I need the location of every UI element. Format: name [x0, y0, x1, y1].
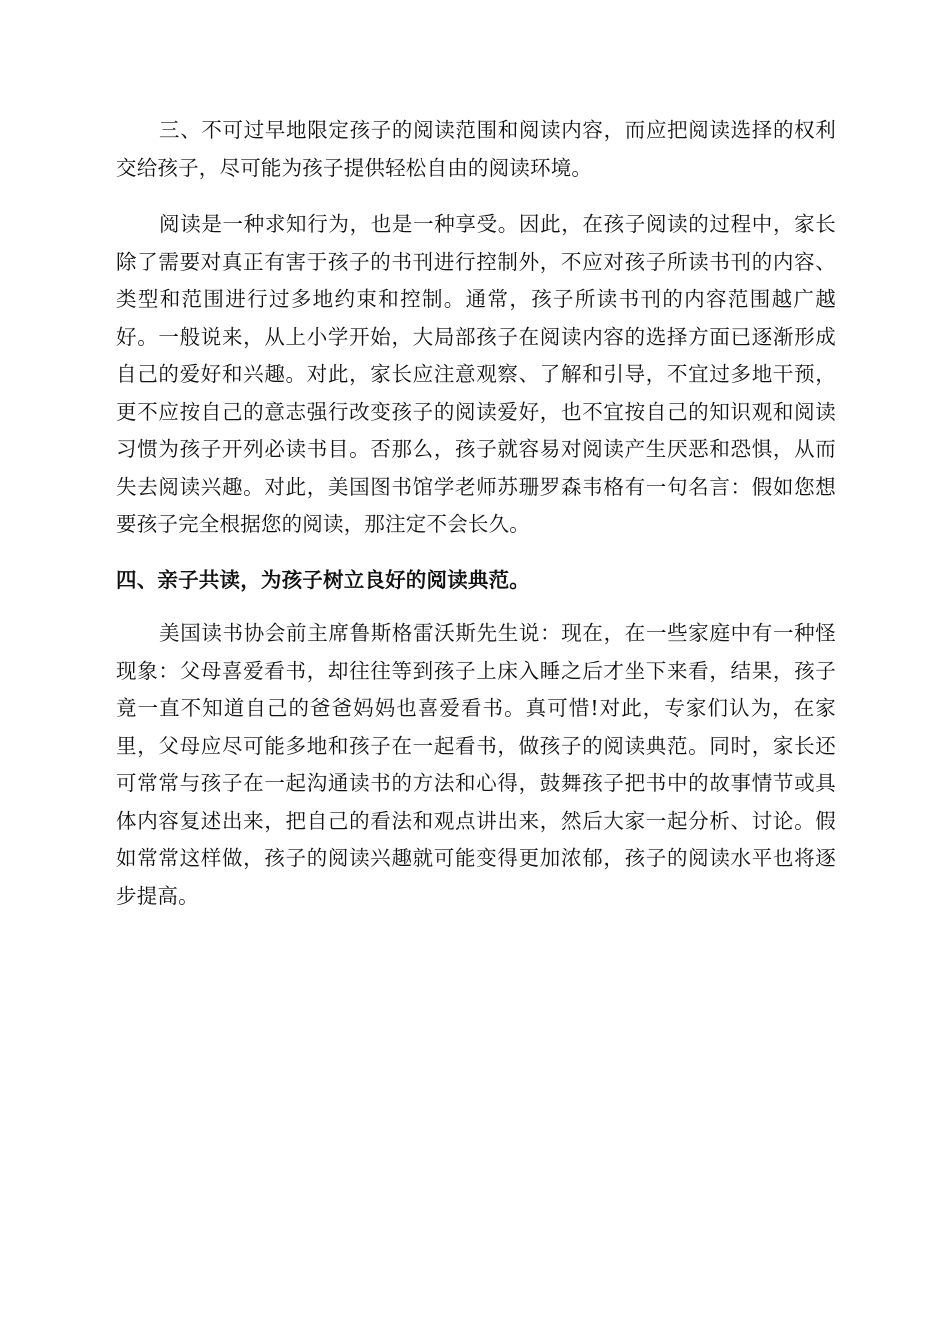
document-body: [116, 112, 836, 915]
section4-heading: 四、亲子共读，为孩子树立良好的阅读典范。: [116, 567, 530, 592]
section4-body-paragraph: 美国读书协会前主席鲁斯格雷沃斯先生说：现在，在一些家庭中有一种怪现象：父母喜爱看书，却往往等到孩子上床入睡之后才坐下来看，结果，孩子竟一直不知道自己的爸爸妈妈也喜爱看书。真可惜!对此，专家们认为，在家里，父母应尽可能多地和孩子在一起看书，做孩子的阅读典范。同时，家长还可常常与孩子在一起沟通读书的方法和心得，鼓舞孩子把书中的故事情节或具体内容复述出来，把自己的看法和观点讲出来，然后大家一起分析、讨论。假如常常这样做，孩子的阅读兴趣就可能变得更加浓郁，孩子的阅读水平也将逐步提高。: [116, 621, 836, 908]
section3-body-paragraph: 阅读是一种求知行为，也是一种享受。因此，在孩子阅读的过程中，家长除了需要对真正有害于孩子的书刊进行控制外，不应对孩子所读书刊的内容、类型和范围进行过多地约束和控制。通常，孩子所读书刊的内容范围越广越好。一般说来，从上小学开始，大局部孩子在阅读内容的选择方面已逐渐形成自己的爱好和兴趣。对此，家长应注意观察、了解和引导，不宜过多地干预，更不应按自己的意志强行改变孩子的阅读爱好，也不宜按自己的知识观和阅读习惯为孩子开列必读书目。否那么，孩子就容易对阅读产生厌恶和恐惧，从而失去阅读兴趣。对此，美国图书馆学老师苏珊罗森韦格有一句名言：假如您想要孩子完全根据您的阅读，那注定不会长久。: [116, 212, 836, 536]
section3-title-paragraph: 三、不可过早地限定孩子的阅读范围和阅读内容，而应把阅读选择的权利交给孩子，尽可能为孩子提供轻松自由的阅读环境。: [116, 118, 836, 180]
